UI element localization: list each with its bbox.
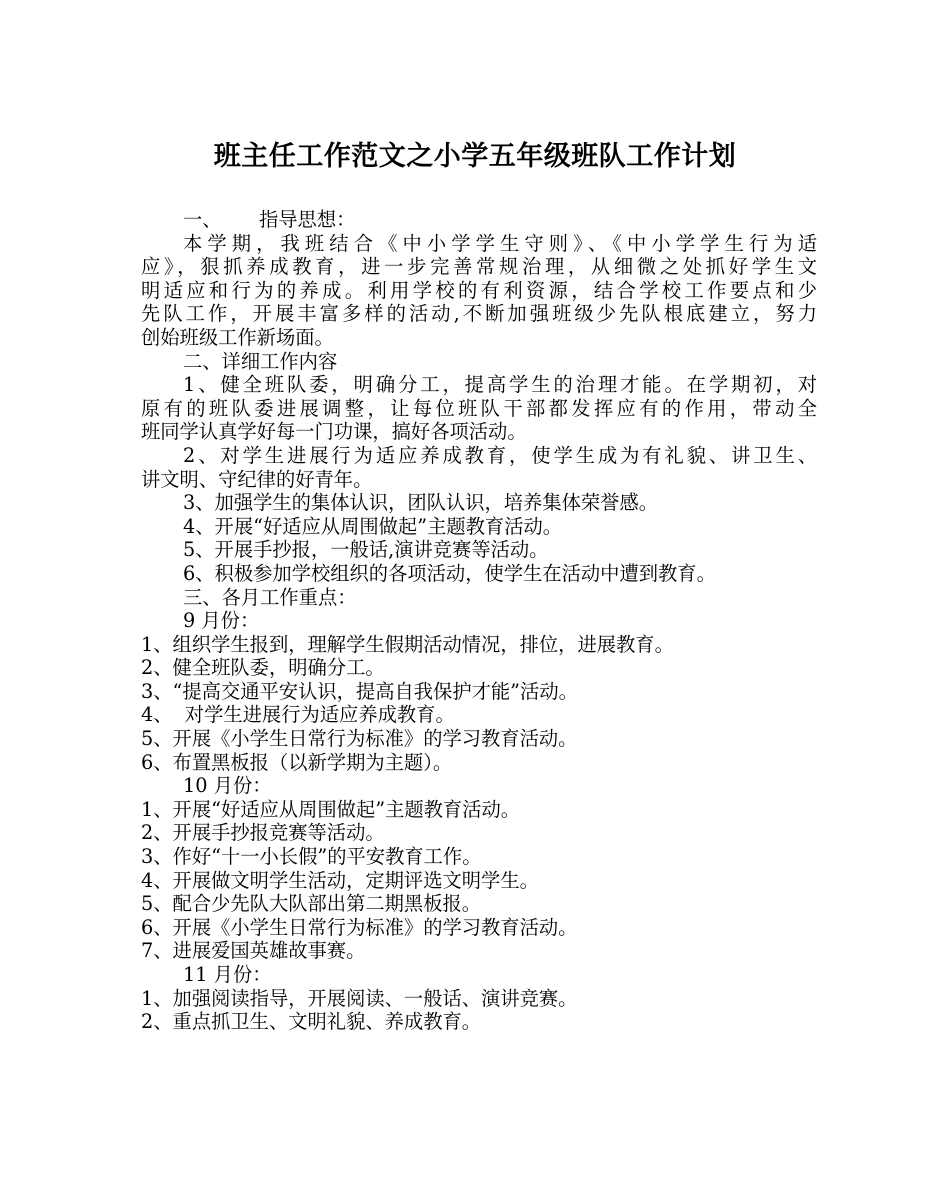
paragraph-line: 本学期，我班结合《中小学学生守则》、《中小学学生行为适	[183, 231, 817, 255]
paragraph-line: 6、积极参加学校组织的各项活动，使学生在活动中遭到教育。	[183, 561, 716, 585]
section-number: 一、	[183, 208, 222, 231]
section-heading-2: 二、详细工作内容	[183, 349, 338, 373]
list-item: 2、开展手抄报竞赛等活动。	[141, 821, 385, 845]
list-item: 5、配合少先队大队部出第二期黑板报。	[141, 892, 482, 916]
paragraph-line: 先队工作，开展丰富多样的活动,不断加强班级少先队根底建立，努力	[141, 302, 817, 326]
list-item: 4、开展做文明学生活动，定期评选文明学生。	[141, 868, 539, 892]
paragraph-line: 讲文明、守纪律的好青年。	[141, 467, 373, 491]
month-heading: 10 月份：	[183, 774, 272, 798]
month-heading: 9 月份：	[183, 609, 260, 633]
paragraph-line: 应》，狠抓养成教育，进一步完善常规治理，从细微之处抓好学生文	[141, 255, 817, 279]
document-body	[141, 208, 817, 1034]
section-heading-3: 三、各月工作重点：	[183, 585, 357, 609]
list-item: 2、健全班队委，明确分工。	[141, 656, 385, 680]
document-title: 班主任工作范文之小学五年级班队工作计划	[213, 141, 737, 172]
paragraph-line: 2、对学生进展行为适应养成教育，使学生成为有礼貌、讲卫生、	[183, 443, 817, 467]
section-title: 指导思想：	[259, 208, 356, 231]
paragraph-line: 5、开展手抄报，一般话,演讲竞赛等活动。	[183, 538, 549, 562]
paragraph-line: 班同学认真学好每一门功课，搞好各项活动。	[141, 420, 527, 444]
list-item: 7、进展爱国英雄故事赛。	[141, 939, 366, 963]
list-item: 1、开展“好适应从周围做起”主题教育活动。	[141, 797, 521, 821]
list-item: 4、 对学生进展行为适应养成教育。	[141, 703, 455, 727]
paragraph-line: 创始班级工作新场面。	[141, 325, 334, 349]
section-heading-1	[141, 208, 817, 232]
list-item: 6、开展《小学生日常行为标准》的学习教育活动。	[141, 915, 578, 939]
list-item: 3、作好“十一小长假”的平安教育工作。	[141, 845, 482, 869]
list-item: 3、“提高交通平安认识，提高自我保护才能”活动。	[141, 679, 578, 703]
paragraph-line: 4、开展“好适应从周围做起”主题教育活动。	[183, 514, 563, 538]
list-item: 6、布置黑板报（以新学期为主题）。	[141, 750, 453, 774]
list-item: 1、加强阅读指导，开展阅读、一般话、演讲竞赛。	[141, 986, 578, 1010]
list-item: 5、开展《小学生日常行为标准》的学习教育活动。	[141, 727, 578, 751]
paragraph-line: 1、健全班队委，明确分工，提高学生的治理才能。在学期初，对	[183, 373, 817, 397]
paragraph-line: 原有的班队委进展调整，让每位班队干部都发挥应有的作用，带动全	[141, 396, 817, 420]
list-item: 1、组织学生报到，理解学生假期活动情况，排位，进展教育。	[141, 632, 674, 656]
paragraph-line: 3、加强学生的集体认识，团队认识，培养集体荣誉感。	[183, 491, 659, 515]
paragraph-line: 明适应和行为的养成。利用学校的有利资源，结合学校工作要点和少	[141, 278, 817, 302]
list-item: 2、重点抓卫生、文明礼貌、养成教育。	[141, 1010, 482, 1034]
month-heading: 11 月份：	[183, 963, 272, 986]
